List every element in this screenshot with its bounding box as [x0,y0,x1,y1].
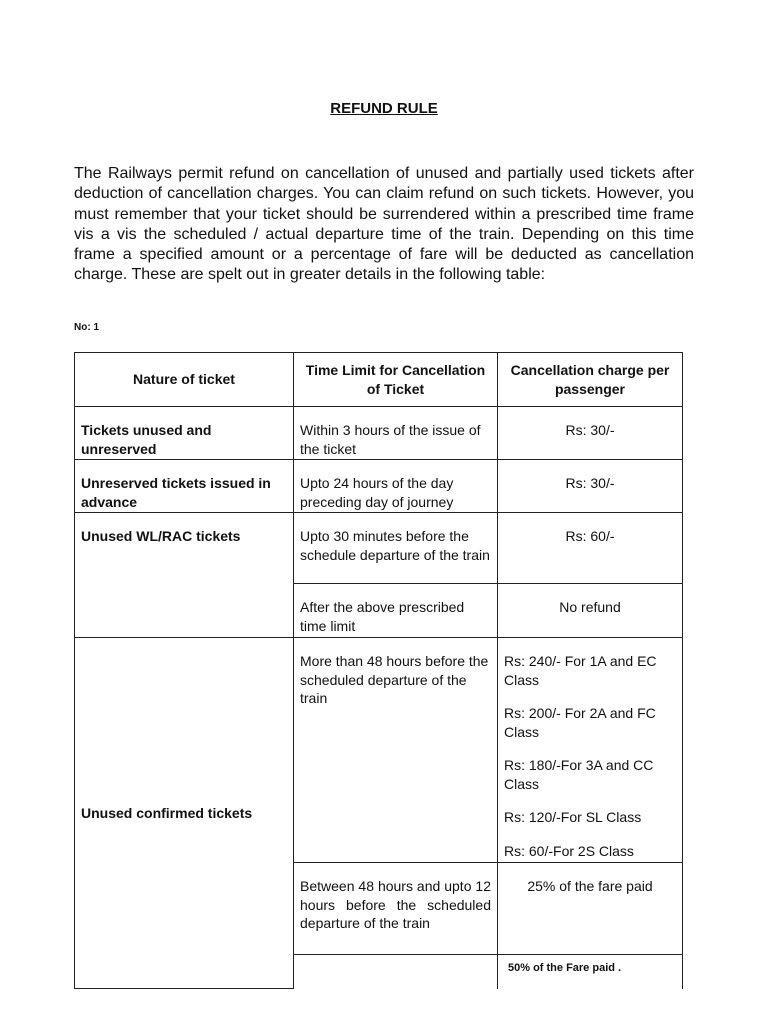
header-nature: Nature of ticket [75,353,294,407]
cell-time-limit: More than 48 hours before the scheduled departure of the train [294,638,498,863]
cell-charge: Rs: 30/- [498,460,683,513]
intro-paragraph: The Railways permit refund on cancellation of unused and partially used tickets after deduction of cancellation charges. You can claim refund on such tickets. However, you must remember that your ticket should be surrendered within a prescribed time frame vis a vis the scheduled / actual departure time of the train. Depending on this time frame a specified amount or a percentage of fare will be deducted as cancellation charge. These are spelt out in greater details in the following table: [74,165,694,284]
cell-charge-list [498,638,683,863]
header-time-limit: Time Limit for Cancellation of Ticket [294,353,498,407]
table-row [75,638,683,863]
cell-nature: Unused WL/RAC tickets [75,513,294,638]
table-row [75,513,683,584]
table-row [75,407,683,460]
cell-time-limit [294,955,498,989]
cell-nature: Tickets unused and unreserved [75,407,294,460]
cell-charge: No refund [498,584,683,638]
cell-time-limit: After the above prescribed time limit [294,584,498,638]
cell-charge: Rs: 60/- [498,513,683,584]
cell-time-limit: Upto 30 minutes before the schedule departure of the train [294,513,498,584]
charge-item: Rs: 240/- For 1A and EC Class [504,653,657,688]
document-title: REFUND RULE [330,100,438,117]
cell-nature: Unused confirmed tickets [75,638,294,989]
table-number-label: No: 1 [74,322,99,333]
charge-item: Rs: 60/-For 2S Class [504,842,634,859]
cell-charge: 25% of the fare paid [498,863,683,955]
cell-time-limit: Between 48 hours and upto 12 hours before the scheduled departure of the train [294,863,498,955]
refund-table [74,352,683,989]
cell-nature: Unreserved tickets issued in advance [75,460,294,513]
cell-time-limit: Within 3 hours of the issue of the ticket [294,407,498,460]
charge-item: Rs: 180/-For 3A and CC Class [504,757,654,792]
table-header-row [75,353,683,407]
charge-item: Rs: 200/- For 2A and FC Class [504,705,656,740]
cell-time-limit: Upto 24 hours of the day preceding day of journey [294,460,498,513]
cell-charge: Rs: 30/- [498,407,683,460]
charge-item: Rs: 120/-For SL Class [504,809,642,825]
table-row [75,460,683,513]
header-charge: Cancellation charge per passenger [498,353,683,407]
cell-charge: 50% of the Fare paid . [498,955,683,989]
